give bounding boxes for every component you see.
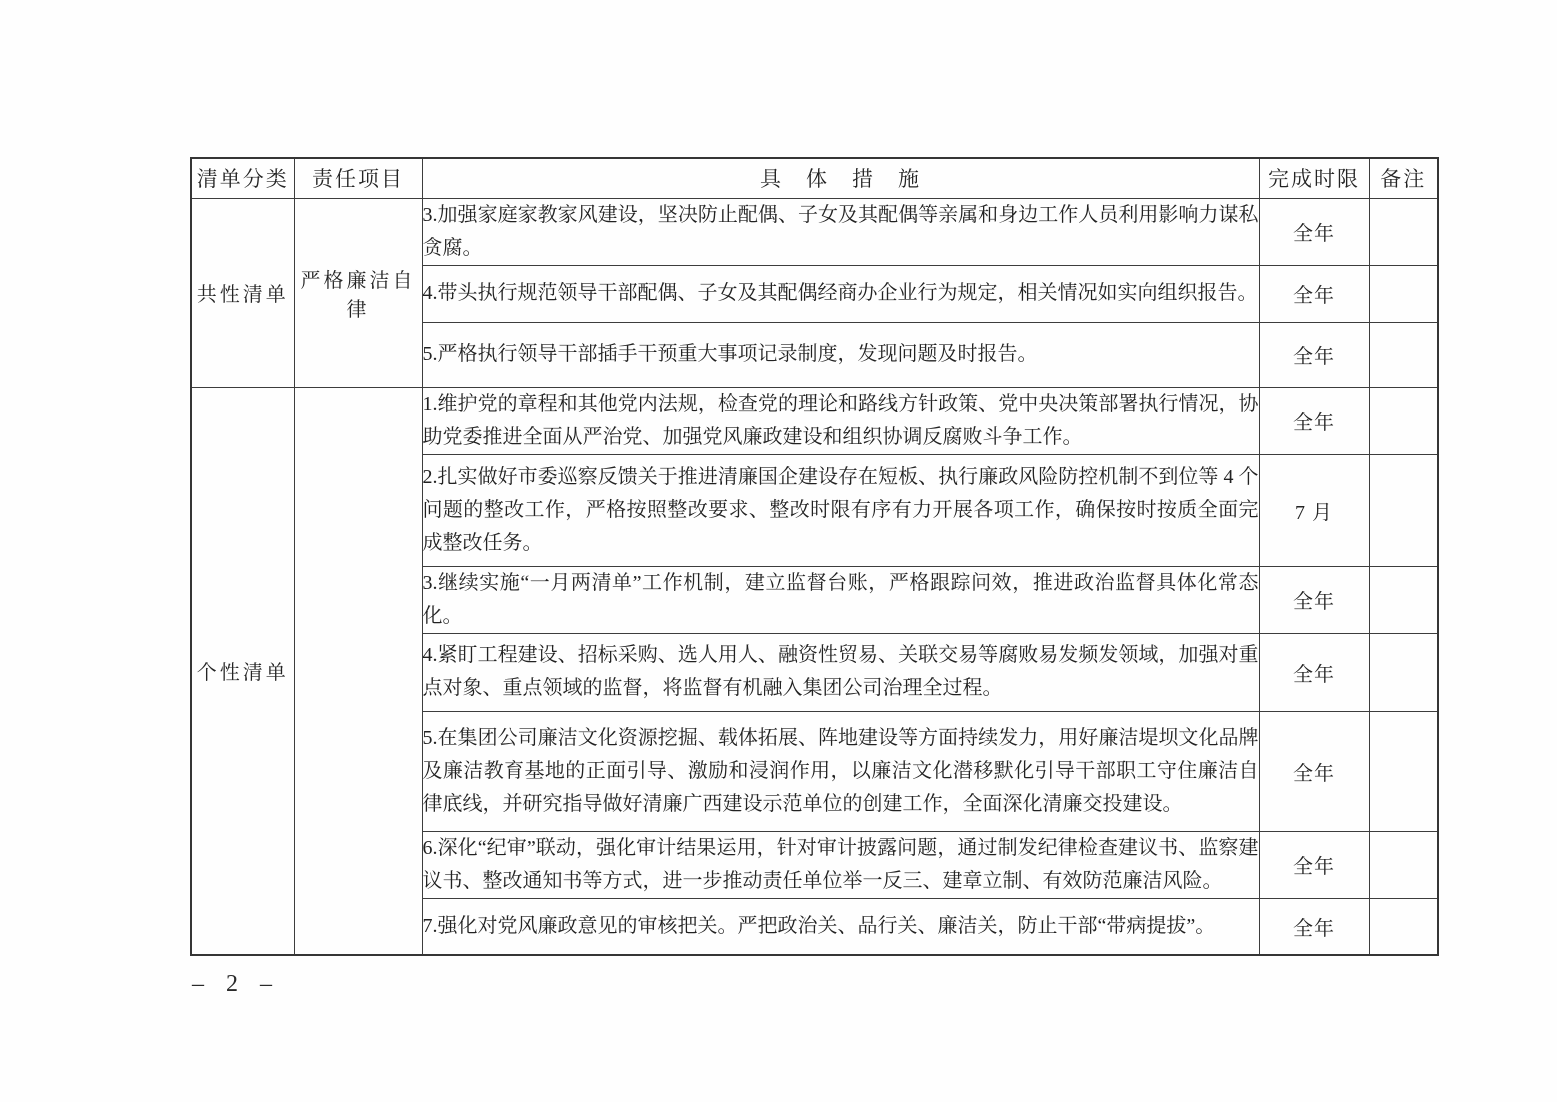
- deadline-cell: 全年: [1259, 633, 1369, 711]
- category-cell: 个性清单: [191, 387, 294, 955]
- deadline-cell: 全年: [1259, 265, 1369, 322]
- measure-cell: 5.在集团公司廉洁文化资源挖掘、载体拓展、阵地建设等方面持续发力，用好廉洁堤坝文化品牌及廉洁教育基地的正面引导、激励和浸润作用，以廉洁文化潜移默化引导干部职工守住廉洁自律底线，并研究指导做好清廉广西建设示范单位的创建工作，全面深化清廉交投建设。: [422, 711, 1259, 831]
- measure-cell: 6.深化“纪审”联动，强化审计结果运用，针对审计披露问题，通过制发纪律检查建议书、监察建议书、整改通知书等方式，进一步推动责任单位举一反三、建章立制、有效防范廉洁风险。: [422, 831, 1259, 898]
- measure-cell: 4.带头执行规范领导干部配偶、子女及其配偶经商办企业行为规定，相关情况如实向组织报告。: [422, 265, 1259, 322]
- measure-cell: 2.扎实做好市委巡察反馈关于推进清廉国企建设存在短板、执行廉政风险防控机制不到位等 4 个问题的整改工作，严格按照整改要求、整改时限有序有力开展各项工作，确保按时按质全面完成整改任务。: [422, 454, 1259, 566]
- note-cell: [1369, 454, 1438, 566]
- table-header-row: [191, 158, 1438, 198]
- note-cell: [1369, 711, 1438, 831]
- measure-cell: 5.严格执行领导干部插手干预重大事项记录制度，发现问题及时报告。: [422, 322, 1259, 387]
- table-row: [191, 198, 1438, 265]
- page-number: – 2 –: [192, 971, 276, 997]
- header-note: 备注: [1369, 158, 1438, 198]
- note-cell: [1369, 387, 1438, 454]
- table-row: [191, 387, 1438, 454]
- measure-cell: 3.继续实施“一月两清单”工作机制，建立监督台账，严格跟踪问效，推进政治监督具体化常态化。: [422, 566, 1259, 633]
- note-cell: [1369, 633, 1438, 711]
- category-cell: 共性清单: [191, 198, 294, 387]
- note-cell: [1369, 566, 1438, 633]
- note-cell: [1369, 198, 1438, 265]
- deadline-cell: 全年: [1259, 711, 1369, 831]
- measure-cell: 7.强化对党风廉政意见的审核把关。严把政治关、品行关、廉洁关，防止干部“带病提拔”。: [422, 898, 1259, 955]
- project-cell: [294, 387, 422, 955]
- deadline-cell: 全年: [1259, 831, 1369, 898]
- measure-cell: 3.加强家庭家教家风建设，坚决防止配偶、子女及其配偶等亲属和身边工作人员利用影响力谋私贪腐。: [422, 198, 1259, 265]
- note-cell: [1369, 898, 1438, 955]
- project-cell: 严格廉洁自律: [294, 198, 422, 387]
- note-cell: [1369, 831, 1438, 898]
- note-cell: [1369, 265, 1438, 322]
- deadline-cell: 全年: [1259, 387, 1369, 454]
- header-category: 清单分类: [191, 158, 294, 198]
- deadline-cell: 全年: [1259, 322, 1369, 387]
- deadline-cell: 全年: [1259, 566, 1369, 633]
- deadline-cell: 全年: [1259, 898, 1369, 955]
- measure-cell: 4.紧盯工程建设、招标采购、选人用人、融资性贸易、关联交易等腐败易发频发领域，加强对重点对象、重点领域的监督，将监督有机融入集团公司治理全过程。: [422, 633, 1259, 711]
- deadline-cell: 全年: [1259, 198, 1369, 265]
- deadline-cell: 7 月: [1259, 454, 1369, 566]
- header-project: 责任项目: [294, 158, 422, 198]
- note-cell: [1369, 322, 1438, 387]
- header-measures: 具 体 措 施: [422, 158, 1259, 198]
- responsibility-list-table: [190, 157, 1439, 956]
- measure-cell: 1.维护党的章程和其他党内法规，检查党的理论和路线方针政策、党中央决策部署执行情况，协助党委推进全面从严治党、加强党风廉政建设和组织协调反腐败斗争工作。: [422, 387, 1259, 454]
- header-deadline: 完成时限: [1259, 158, 1369, 198]
